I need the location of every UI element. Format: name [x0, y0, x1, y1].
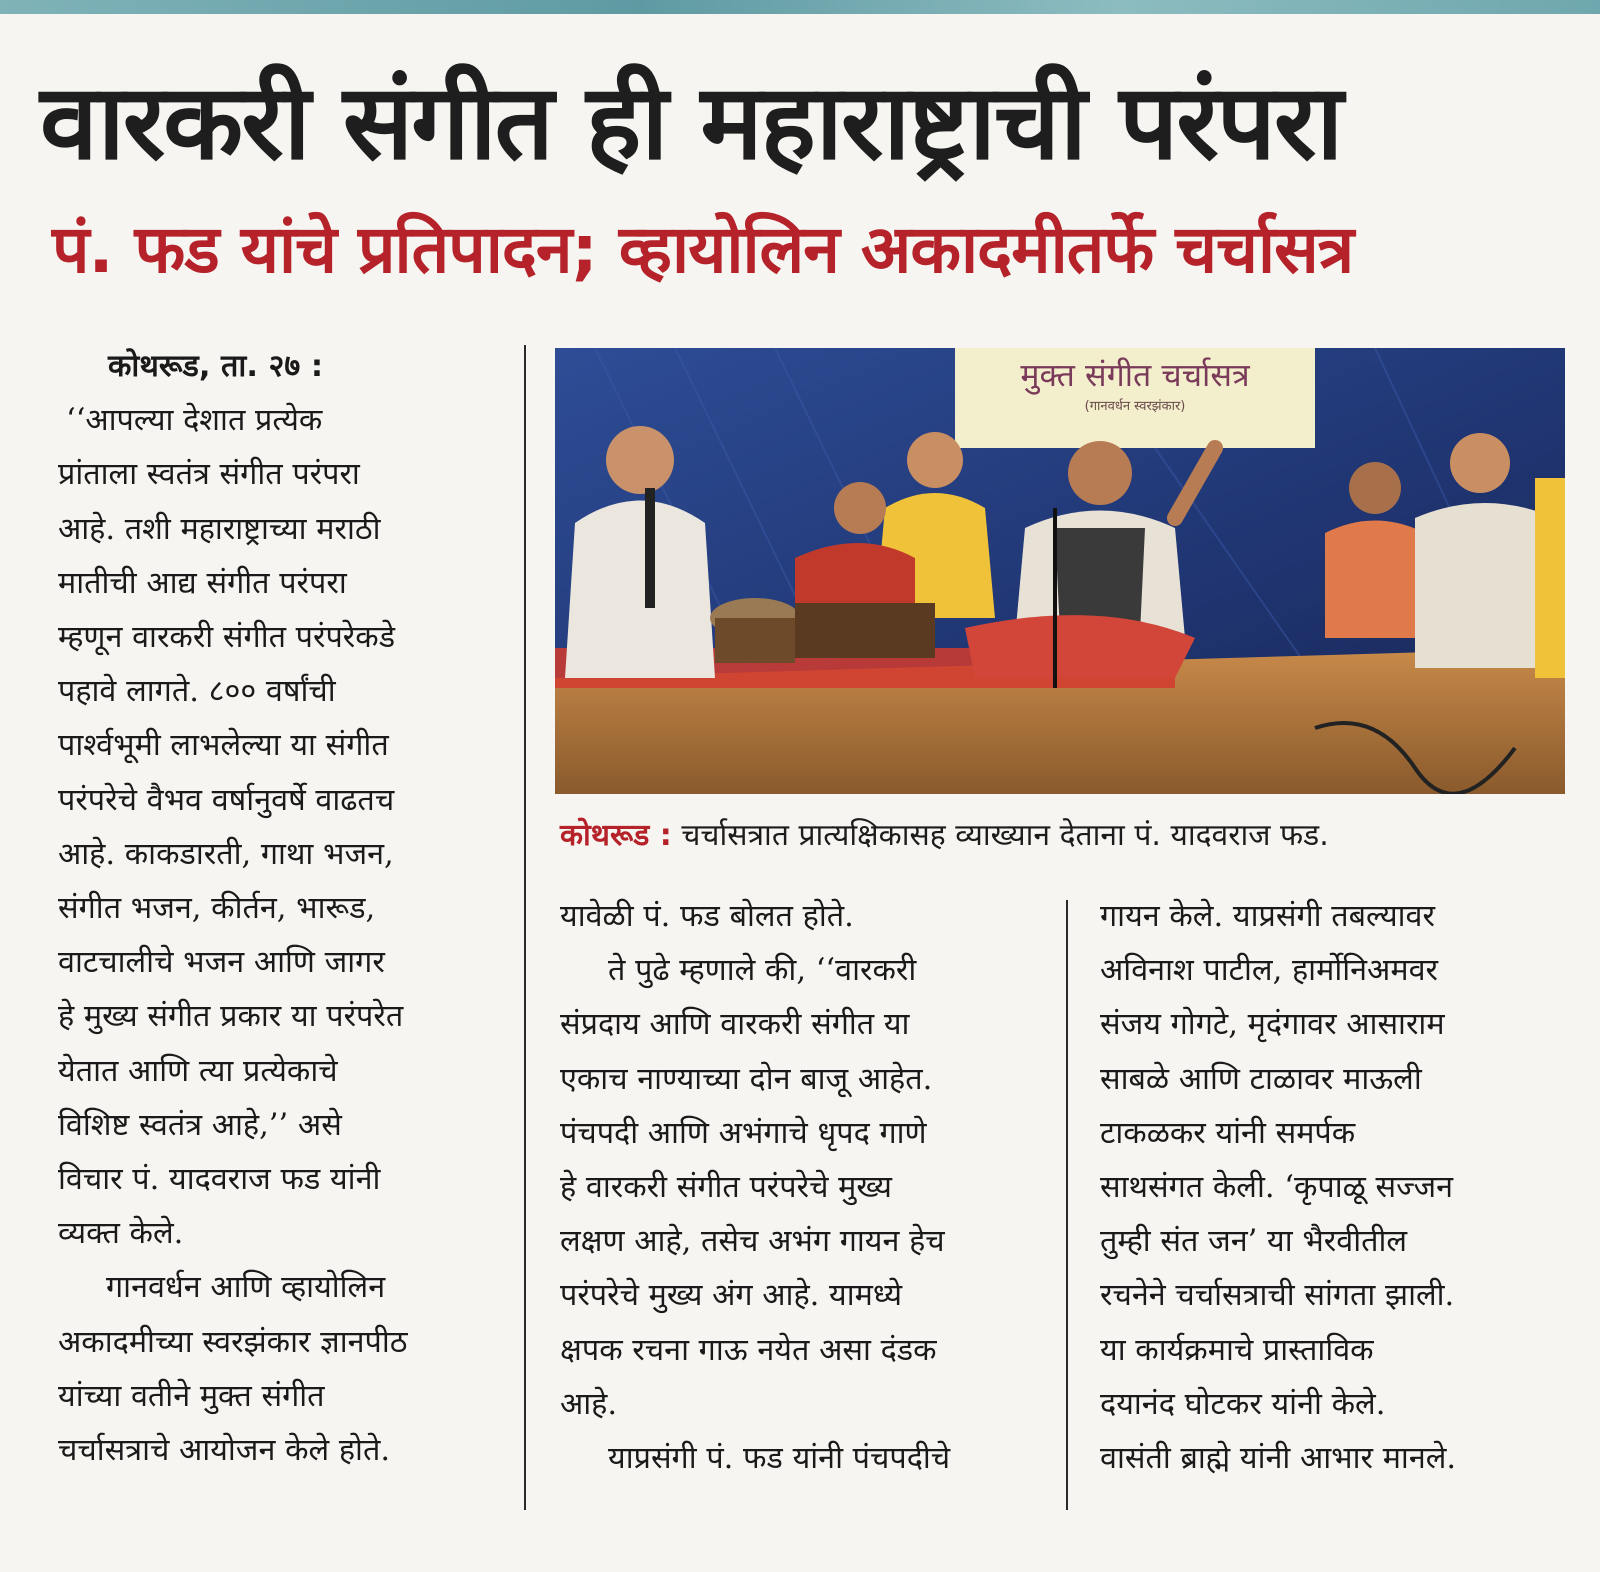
banner-subtext: (गानवर्धन स्वरझंकार) [1084, 399, 1186, 414]
text-line: येतात आणि त्या प्रत्येकाचे [58, 1053, 338, 1089]
text-line: आहे. काकडारती, गाथा भजन, [58, 836, 394, 872]
text-line: हे वारकरी संगीत परंपरेचे मुख्य [560, 1170, 892, 1206]
top-color-strip [0, 0, 1600, 14]
text-line: अविनाश पाटील, हार्मोनिअमवर [1100, 953, 1439, 989]
text-line: गानवर्धन आणि व्हायोलिन [106, 1270, 386, 1306]
text-line: क्षपक रचना गाऊ नयेत असा दंडक [560, 1332, 937, 1368]
caption-place: कोथरूड : [560, 818, 672, 853]
text-line: एकाच नाण्याच्या दोन बाजू आहेत. [560, 1061, 933, 1097]
text-line: संप्रदाय आणि वारकरी संगीत या [560, 1007, 910, 1043]
text-line: या कार्यक्रमाचे प्रास्ताविक [1100, 1332, 1374, 1368]
text-line: विशिष्ट स्वतंत्र आहे,’’ असे [58, 1107, 342, 1143]
headline: वारकरी संगीत ही महाराष्ट्राची परंपरा [40, 61, 1342, 183]
text-line: हे मुख्य संगीत प्रकार या परंपरेत [58, 999, 404, 1035]
text-line: म्हणून वारकरी संगीत परंपरेकडे [58, 620, 396, 656]
text-line: संगीत भजन, कीर्तन, भारूड, [58, 891, 376, 927]
article-column-2 [560, 890, 1020, 1486]
text-line: तुम्ही संत जन’ या भैरवीतील [1100, 1224, 1408, 1260]
article-column-1 [58, 340, 498, 1478]
text-line: यावेळी पं. फड बोलत होते. [560, 899, 854, 934]
text-line: पार्श्वभूमी लाभलेल्या या संगीत [58, 728, 389, 764]
text-line: ते पुढे म्हणाले की, ‘‘वारकरी [608, 953, 917, 989]
article-column-3 [1100, 890, 1560, 1486]
event-photo [555, 348, 1565, 794]
column-divider-2 [1066, 900, 1068, 1510]
text-line: परंपरेचे मुख्य अंग आहे. यामध्ये [560, 1278, 903, 1314]
text-line: दयानंद घोटकर यांनी केले. [1100, 1386, 1386, 1422]
banner-text: मुक्त संगीत चर्चासत्र [1020, 356, 1250, 394]
text-line: आहे. [560, 1386, 618, 1422]
text-line: लक्षण आहे, तसेच अभंग गायन हेच [560, 1224, 945, 1260]
text-line: गायन केले. याप्रसंगी तबल्यावर [1100, 899, 1435, 934]
text-line: प्रांताला स्वतंत्र संगीत परंपरा [58, 457, 360, 493]
caption-text: चर्चासत्रात प्रात्यक्षिकासह व्याख्यान देताना पं. यादवराज फड. [681, 818, 1329, 853]
text-line: ‘‘आपल्या देशात प्रत्येक [66, 403, 323, 439]
text-line: परंपरेचे वैभव वर्षानुवर्षे वाढतच [58, 782, 395, 818]
photo-caption [560, 812, 1570, 860]
dateline: कोथरूड, ता. २७ : [108, 349, 324, 384]
text-line: व्यक्त केले. [58, 1216, 184, 1252]
text-line: संजय गोगटे, मृदंगावर आसाराम [1100, 1007, 1445, 1043]
text-line: अकादमीच्या स्वरझंकार ज्ञानपीठ [58, 1324, 408, 1360]
text-line: पहावे लागते. ८०० वर्षांची [58, 674, 336, 710]
text-line: यांच्या वतीने मुक्त संगीत [58, 1378, 325, 1414]
text-line: वाटचालीचे भजन आणि जागर [58, 945, 385, 981]
text-line: वासंती ब्राह्मे यांनी आभार मानले. [1100, 1441, 1457, 1477]
text-line: साथसंगत केली. ‘कृपाळू सज्जन [1100, 1170, 1454, 1206]
text-line: रचनेने चर्चासत्राची सांगता झाली. [1100, 1278, 1455, 1314]
text-line: विचार पं. यादवराज फड यांनी [58, 1162, 381, 1198]
text-line: साबळे आणि टाळावर माऊली [1100, 1061, 1422, 1097]
text-line: याप्रसंगी पं. फड यांनी पंचपदीचे [608, 1441, 951, 1477]
text-line: आहे. तशी महाराष्ट्राच्या मराठी [58, 511, 381, 547]
text-line: चर्चासत्राचे आयोजन केले होते. [58, 1433, 391, 1469]
column-divider-1 [524, 345, 526, 1510]
text-line: मातीची आद्य संगीत परंपरा [58, 565, 347, 601]
subheadline: पं. फड यांचे प्रतिपादन; व्हायोलिन अकादमीतर्फे चर्चासत्र [52, 211, 1354, 288]
text-line: पंचपदी आणि अभंगाचे धृपद गाणे [560, 1115, 927, 1151]
text-line: टाकळकर यांनी समर्पक [1100, 1115, 1356, 1151]
